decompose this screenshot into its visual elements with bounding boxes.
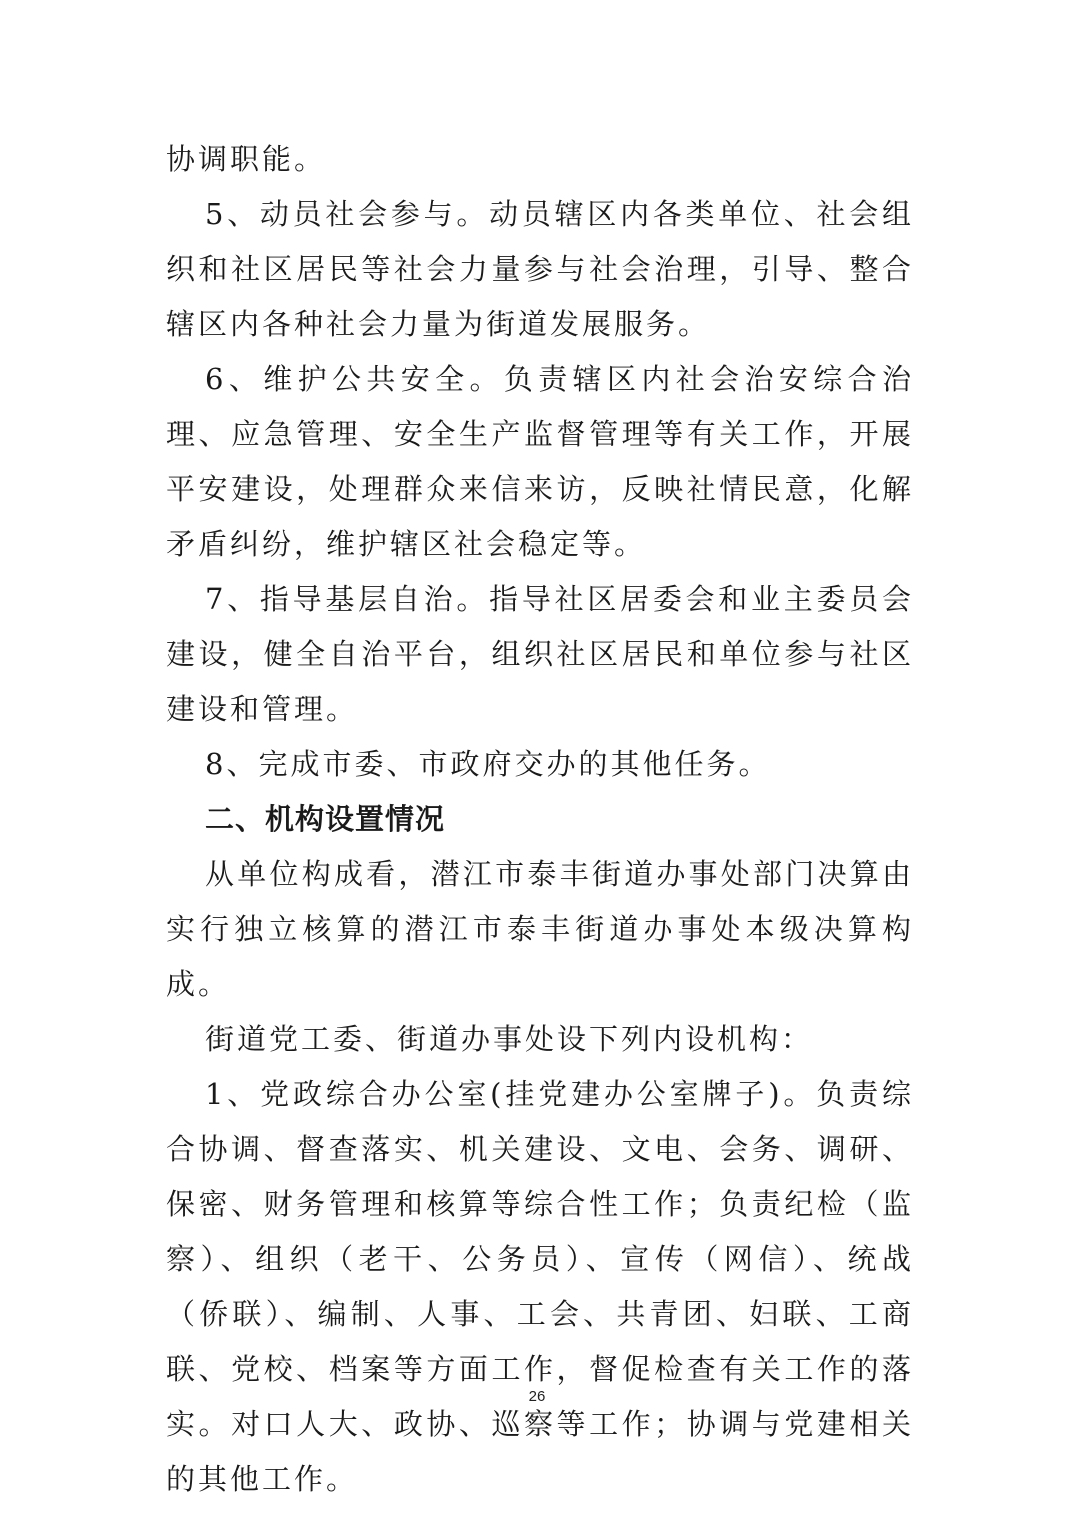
document-body xyxy=(166,132,914,1507)
paragraph-item-8: 8、完成市委、市政府交办的其他任务。 xyxy=(205,747,771,781)
paragraph-item-5: 5、动员社会参与。动员辖区内各类单位、社会组织和社区居民等社会力量参与社会治理，引导、整合辖区内各种社会力量为街道发展服务。 xyxy=(166,197,914,341)
paragraph-unit-composition: 从单位构成看，潜江市泰丰街道办事处部门决算由实行独立核算的潜江市泰丰街道办事处本级决算构成。 xyxy=(166,857,914,1001)
paragraph-department-1: 1、党政综合办公室(挂党建办公室牌子)。负责综合协调、督查落实、机关建设、文电、会务、调研、保密、财务管理和核算等综合性工作；负责纪检（监察）、组织（老干、公务员）、宣传（网信）、统战（侨联）、编制、人事、工会、共青团、妇联、工商联、党校、档案等方面工作，督促检查有关工作的落实。对口人大、政协、巡察等工作；协调与党建相关的其他工作。 xyxy=(166,1077,914,1496)
paragraph-item-6: 6、维护公共安全。负责辖区内社会治安综合治理、应急管理、安全生产监督管理等有关工作，开展平安建设，处理群众来信来访，反映社情民意，化解矛盾纠纷，维护辖区社会稳定等。 xyxy=(166,362,914,561)
paragraph-item-7: 7、指导基层自治。指导社区居委会和业主委员会建设，健全自治平台，组织社区居民和单位参与社区建设和管理。 xyxy=(166,582,914,726)
paragraph-continuation: 协调职能。 xyxy=(166,142,327,176)
section-heading: 二、机构设置情况 xyxy=(205,802,446,836)
paragraph-internal-departments-intro: 街道党工委、街道办事处设下列内设机构： xyxy=(205,1022,814,1056)
page-number: 26 xyxy=(528,1388,546,1405)
